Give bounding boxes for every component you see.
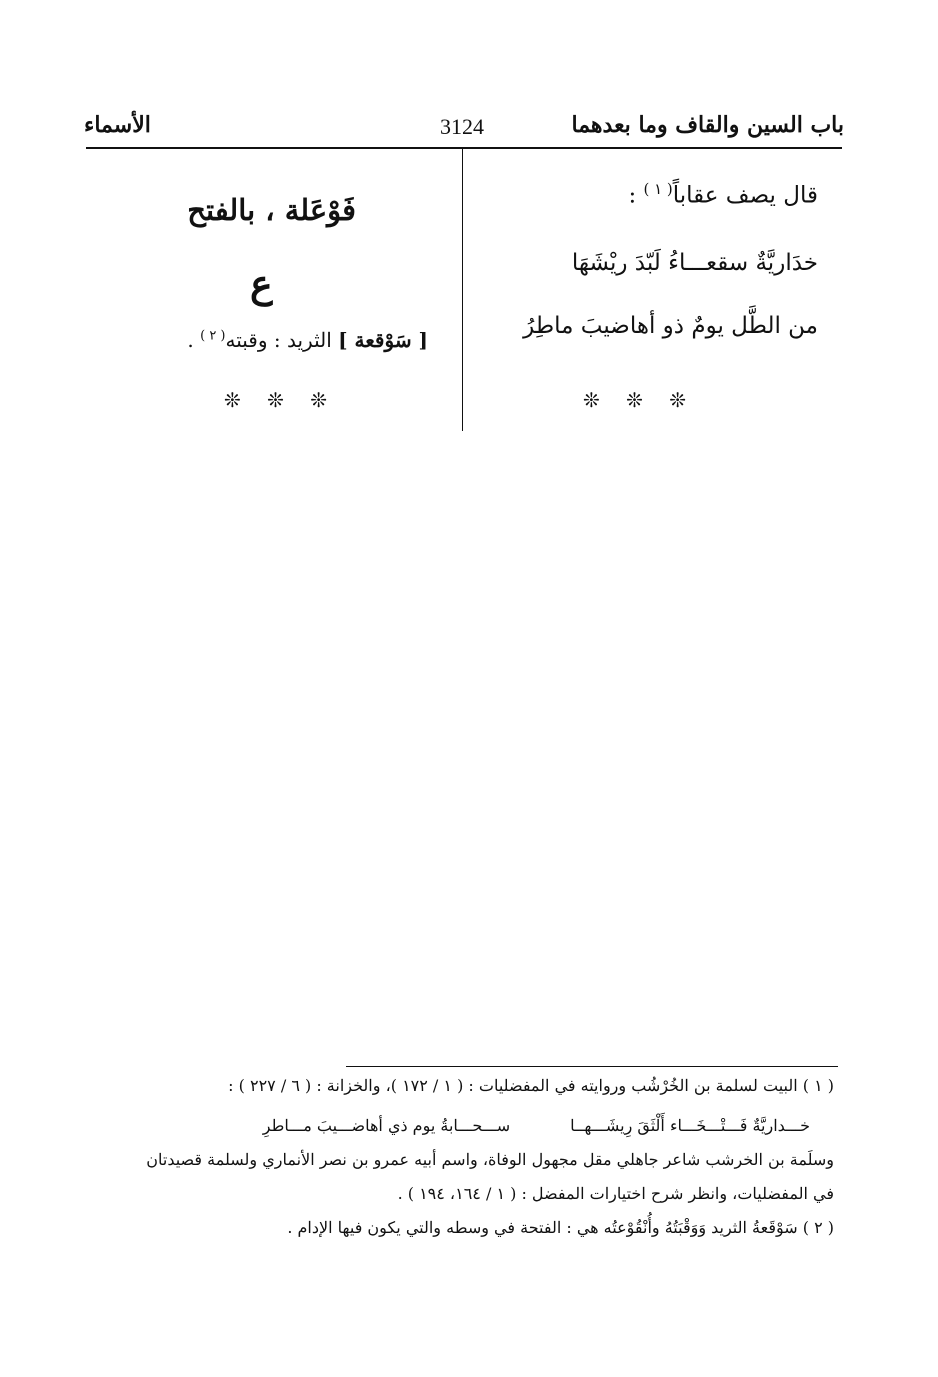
footnote-1-line-2: وسلَمة بن الخرشب شاعر جاهلي مقل مجهول الوفاة، واسم أبيه عمرو بن نصر الأنماري ولسلمة قصيدتان (146, 1150, 834, 1169)
dictionary-entry (187, 328, 428, 352)
poem-intro-text: قال يصف عقاباً (672, 182, 818, 209)
header-rule (86, 147, 842, 149)
section-separator-left: ❊ ❊ ❊ (224, 388, 337, 412)
footnote-1-verse (263, 1116, 810, 1135)
root-letter: ع (250, 261, 273, 306)
verse-line-1: خدَاريَّةٌ سقعـــاءُ لَبّدَ ريْشَهَا (571, 250, 818, 276)
page-number: 3124 (440, 114, 484, 139)
verse-line-2: من الطَّل يومٌ ذو أهاضيبَ ماطِرُ (523, 313, 818, 339)
footnote-1-verse-first-half: خـــداريَّةٌ فَـــتْـــخَـــاء أَلْثَقَ رِيشَـــهــا (570, 1116, 810, 1135)
pattern-heading: فَوْعَلة ، بالفتح (187, 193, 356, 227)
poem-intro-end: : (628, 182, 644, 209)
section-separator-right: ❊ ❊ ❊ (583, 388, 696, 412)
poem-intro (628, 180, 818, 209)
footnote-rule (346, 1066, 838, 1067)
footnote-1-line-3: في المفضليات، وانظر شرح اختيارات المفضل : ( ١ / ١٦٤، ١٩٤ ) . (397, 1184, 834, 1203)
footnote-ref-2: ( ٢ ) (200, 328, 226, 344)
entry-end: . (187, 328, 201, 352)
entry-headword: [ سَوْقعة ] (338, 328, 428, 352)
footnote-ref-1: ( ١ ) (643, 180, 673, 198)
running-head-section-title: باب السين والقاف وما بعدهما (571, 112, 844, 138)
footnote-2: ( ٢ ) سَوْقَعةُ الثريد وَوَقْبَتُهُ وأُنْقُوْعتُه هي : الفتحة في وسطه والتي يكون فيها الإدام . (287, 1218, 834, 1237)
column-divider (462, 148, 463, 431)
entry-definition: الثريد : وقبته (225, 328, 339, 352)
footnote-1-line-1: ( ١ ) البيت لسلمة بن الخُرْشُب وروايته في المفضليات : ( ١ / ١٧٢ )، والخزانة : ( ٦ / ٢٢٧ ) : (228, 1076, 834, 1095)
footnote-1-verse-second-half: ســـحـــابةُ يوم ذي أهاضـــيبَ مـــاطرِ (262, 1116, 511, 1135)
running-head-side-title: الأسماء (84, 112, 151, 138)
